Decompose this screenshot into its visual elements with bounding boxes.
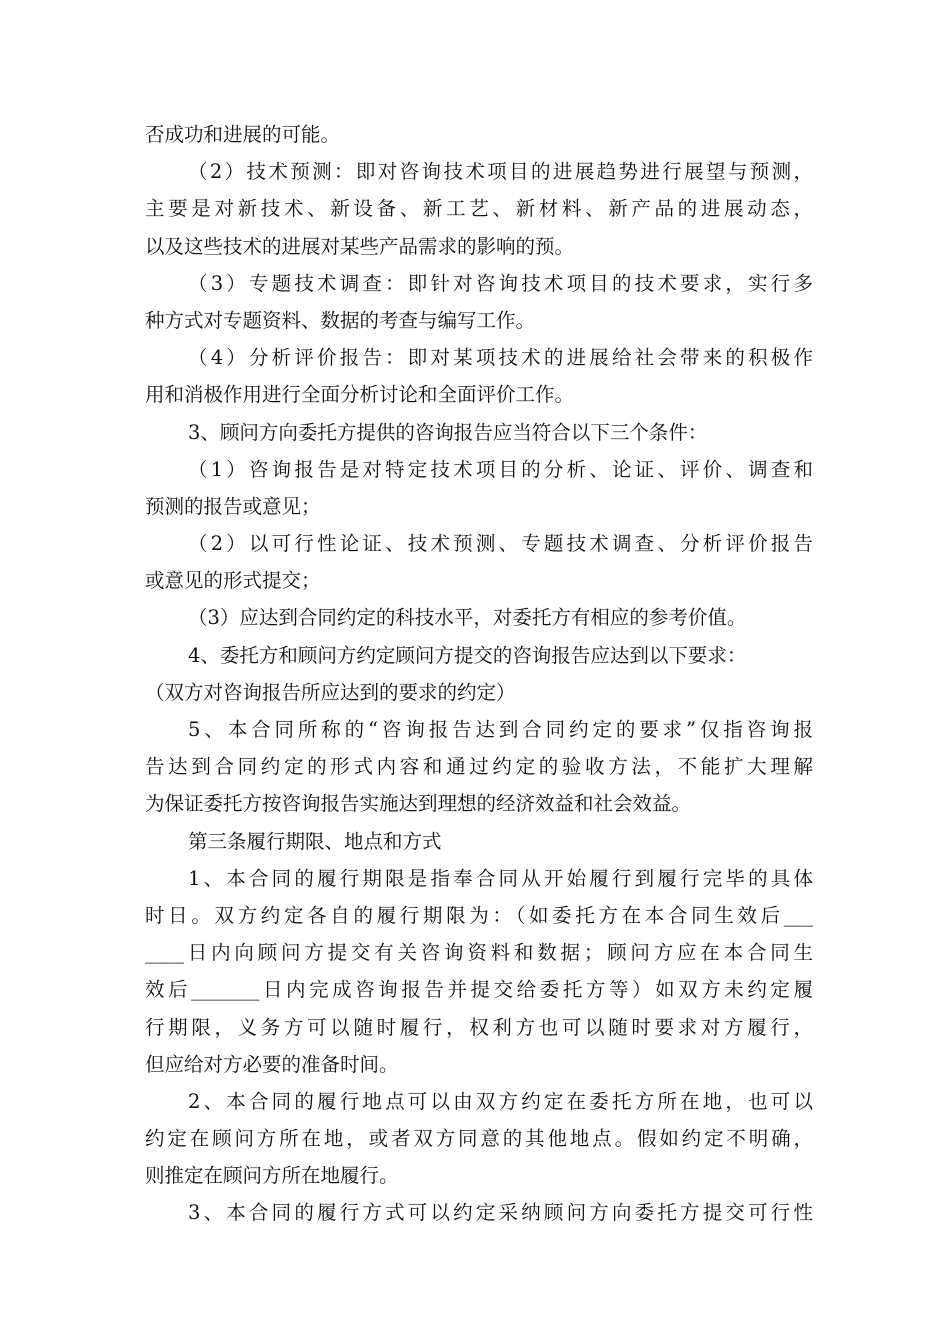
paragraph-line: 5、本合同所称的“咨询报告达到合同约定的要求”仅指咨询报 [188,718,813,741]
paragraph-line: 3、顾问方向委托方提供的咨询报告应当符合以下三个条件： [188,420,708,444]
paragraph-line: （双方对咨询报告所应达到的要求的约定） [145,680,516,704]
paragraph-line: 为保证委托方按咨询报告实施达到理想的经济效益和社会效益。 [145,792,692,816]
paragraph-line: 或意见的形式提交； [145,569,321,593]
document-body [145,116,813,1232]
paragraph-line: 以及这些技术的进展对某些产品需求的影响的预。 [145,234,575,258]
paragraph-line: ____日内向顾问方提交有关咨询资料和数据；顾问方应在本合同生 [145,941,813,965]
paragraph-line: （1）咨询报告是对特定技术项目的分析、论证、评价、调查和 [188,457,813,481]
paragraph-line: 行期限，义务方可以随时履行，权利方也可以随时要求对方履行， [145,1015,813,1039]
paragraph-line: 时日。双方约定各自的履行期限为：（如委托方在本合同生效后___ [145,903,813,927]
paragraph-line: （2）以可行性论证、技术预测、专题技术调查、分析评价报告 [188,532,813,556]
paragraph-line: 种方式对专题资料、数据的考查与编写工作。 [145,308,536,332]
paragraph-line: 2、本合同的履行地点可以由双方约定在委托方所在地，也可以 [188,1089,813,1113]
section-heading: 第三条履行期限、地点和方式 [188,829,442,853]
paragraph-line: 主要是对新技术、新设备、新工艺、新材料、新产品的进展动态， [145,197,813,221]
paragraph-line: 约定在顾问方所在地，或者双方同意的其他地点。假如约定不明确， [145,1127,813,1151]
paragraph-line: 告达到合同约定的形式内容和通过约定的验收方法，不能扩大理解 [145,755,813,779]
paragraph-line: （3）应达到合同约定的科技水平，对委托方有相应的参考价值。 [188,606,747,630]
paragraph-line: 1、本合同的履行期限是指奉合同从开始履行到履行完毕的具体 [188,866,813,890]
paragraph-line: 否成功和进展的可能。 [145,123,341,146]
paragraph-line: 用和消极作用进行全面分析讨论和全面评价工作。 [145,383,575,407]
paragraph-line: （4）分析评价报告：即对某项技术的进展给社会带来的积极作 [188,346,813,370]
paragraph-line: （2）技术预测：即对咨询技术项目的进展趋势进行展望与预测， [188,160,813,184]
paragraph-line: 效后_______日内完成咨询报告并提交给委托方等）如双方未约定履 [145,978,813,1002]
paragraph-line: 3、本合同的履行方式可以约定采纳顾问方向委托方提交可行性 [188,1201,813,1225]
paragraph-line: （3）专题技术调查：即针对咨询技术项目的技术要求，实行多 [188,271,813,295]
paragraph-line: 4、委托方和顾问方约定顾问方提交的咨询报告应达到以下要求： [188,643,747,667]
paragraph-line: 则推定在顾问方所在地履行。 [145,1164,399,1188]
paragraph-line: 预测的报告或意见； [145,494,321,518]
paragraph-line: 但应给对方必要的准备时间。 [145,1052,399,1076]
